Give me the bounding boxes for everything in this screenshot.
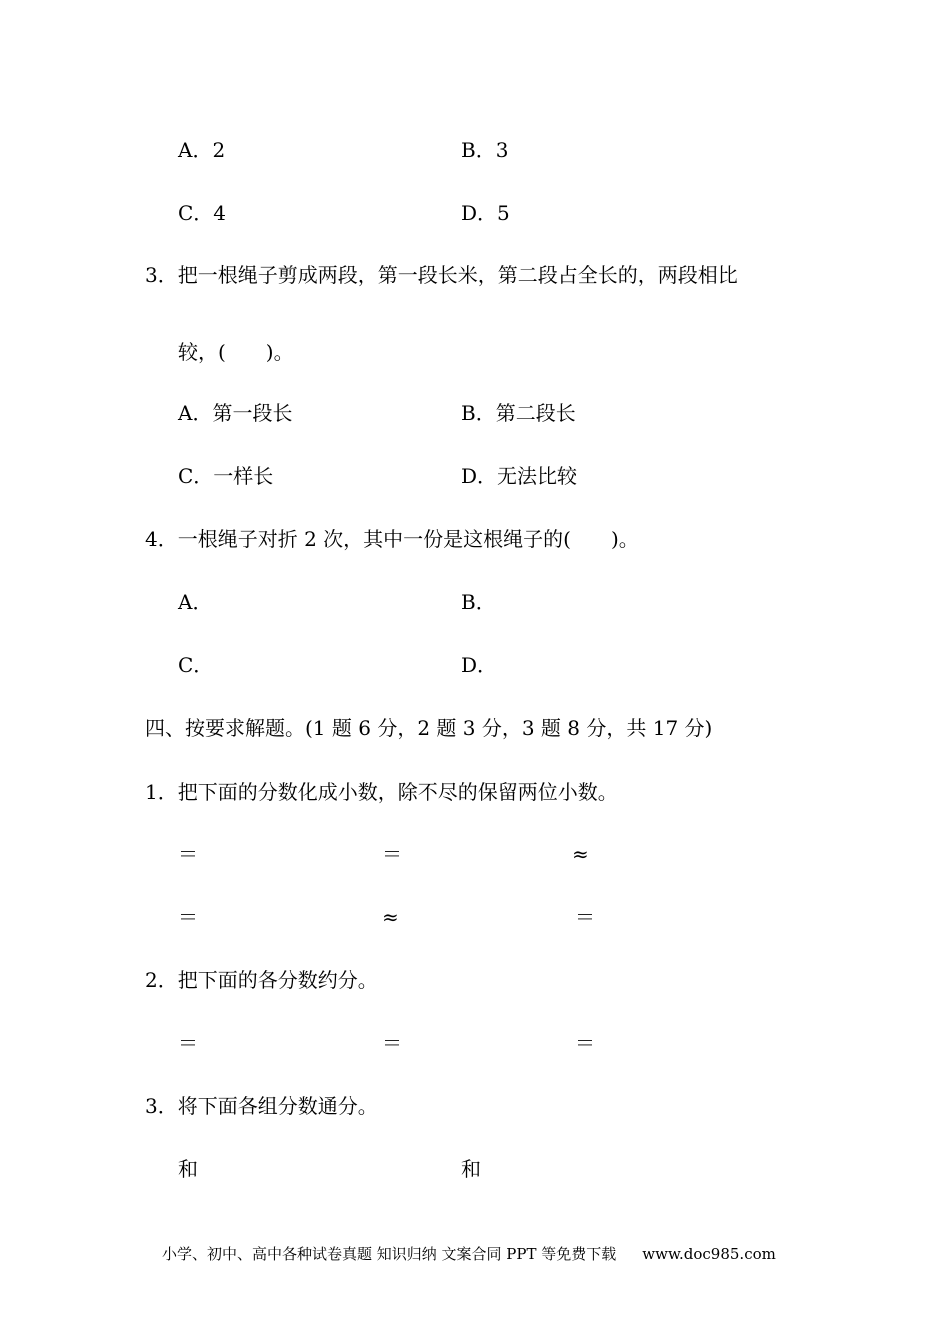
q4-option-a: A． <box>178 590 213 614</box>
q4-option-b: B． <box>461 590 496 614</box>
p2-stem: 2．把下面的各分数约分。 <box>145 968 378 992</box>
q2-option-d: D．5 <box>461 201 510 225</box>
p1-row2-cell3: ＝ <box>575 905 595 929</box>
footer-url[interactable]: www.doc985.com <box>642 1245 776 1263</box>
p1-row2-cell2: ≈ <box>382 905 399 929</box>
q4-option-c: C． <box>178 653 214 677</box>
q3-stem-line2: 较，( )。 <box>178 340 294 364</box>
q2-option-c: C．4 <box>178 201 227 225</box>
q3-option-c: C．一样长 <box>178 464 274 488</box>
q3-stem-line1: 3．把一根绳子剪成两段，第一段长米，第二段占全长的，两段相比 <box>145 263 738 287</box>
p1-row1-cell3: ≈ <box>572 842 589 866</box>
footer-text: 小学、初中、高中各种试卷真题 知识归纳 文案合同 PPT 等免费下载 <box>162 1245 617 1263</box>
p1-stem: 1．把下面的分数化成小数，除不尽的保留两位小数。 <box>145 780 618 804</box>
page-footer <box>162 1243 776 1265</box>
p2-row1-cell2: ＝ <box>382 1031 402 1055</box>
p3-item1: 和 <box>178 1157 198 1181</box>
p2-row1-cell1: ＝ <box>178 1031 198 1055</box>
p3-item2: 和 <box>461 1157 481 1181</box>
p3-stem: 3．将下面各组分数通分。 <box>145 1094 378 1118</box>
p1-row2-cell1: ＝ <box>178 905 198 929</box>
q3-option-d: D．无法比较 <box>461 464 578 488</box>
q3-option-a: A．第一段长 <box>178 401 293 425</box>
q4-option-d: D． <box>461 653 498 677</box>
q4-stem: 4．一根绳子对折 2 次，其中一份是这根绳子的( )。 <box>145 527 639 551</box>
p1-row1-cell2: ＝ <box>382 842 402 866</box>
q2-option-b: B．3 <box>461 138 509 162</box>
section4-heading: 四、按要求解题。(1 题 6 分，2 题 3 分，3 题 8 分，共 17 分) <box>145 716 713 740</box>
p1-row1-cell1: ＝ <box>178 842 198 866</box>
p2-row1-cell3: ＝ <box>575 1031 595 1055</box>
q3-option-b: B．第二段长 <box>461 401 576 425</box>
q2-option-a: A．2 <box>178 138 226 162</box>
